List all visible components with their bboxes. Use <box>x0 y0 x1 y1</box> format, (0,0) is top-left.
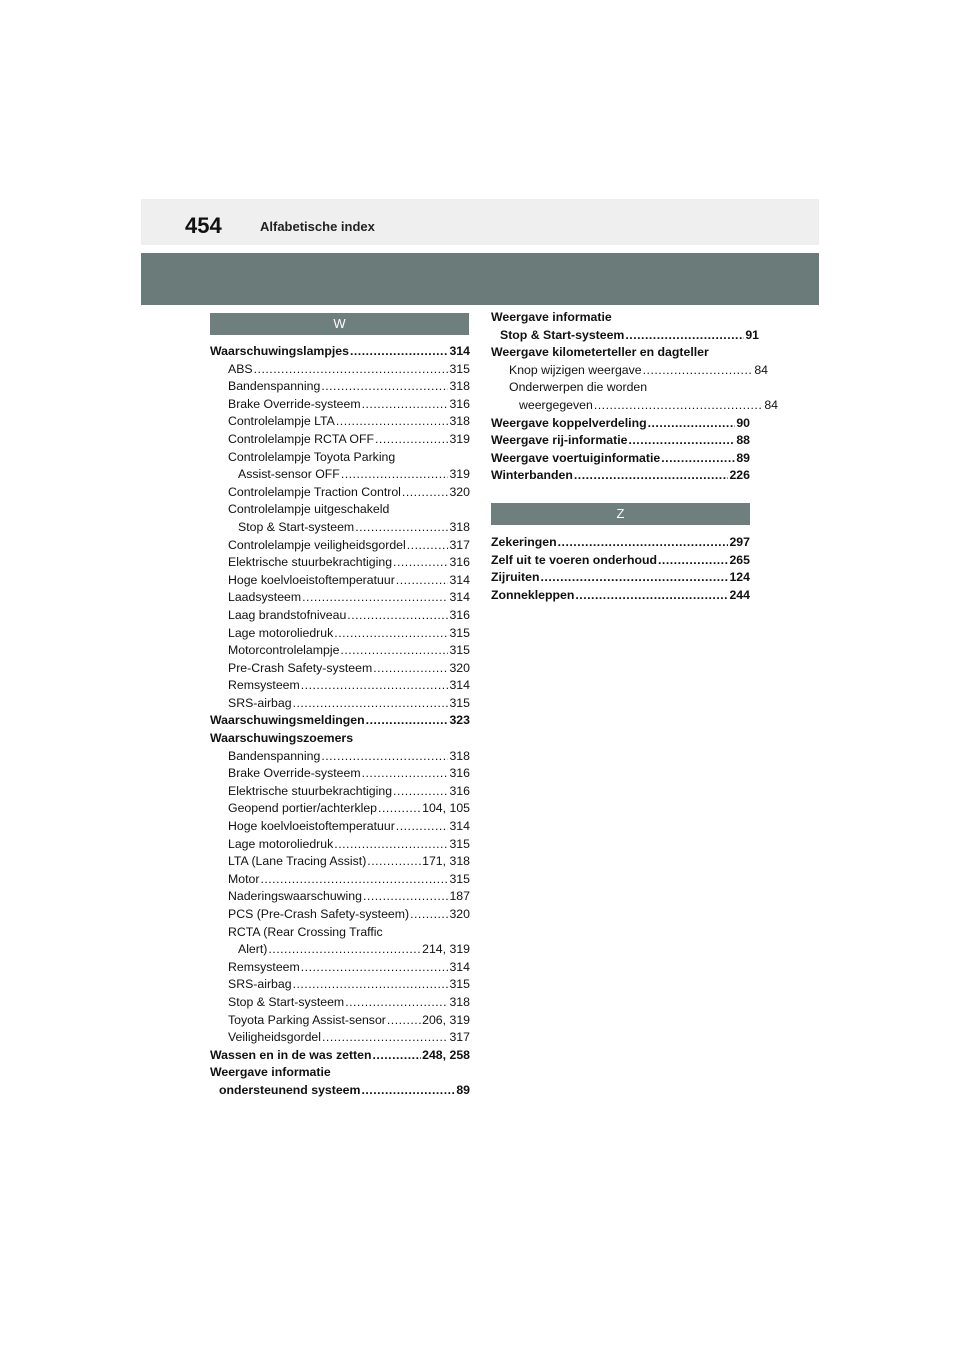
index-subentry: Brake Override-systeem ..... 316 <box>210 396 470 414</box>
index-subentry: Controlelampje Traction Control ..... 320 <box>210 484 470 502</box>
index-subentry: weergegeven ..... 84 <box>491 397 778 415</box>
index-subentry: Elektrische stuurbekrachtiging ..... 316 <box>210 554 470 572</box>
index-entry: Zekeringen ..... 297 <box>491 534 750 552</box>
index-subentry: Alert) ..... 214, 319 <box>210 941 470 959</box>
letter-heading-z: Z <box>491 503 750 525</box>
index-subentry: Laag brandstofniveau ..... 316 <box>210 607 470 625</box>
index-subentry: Bandenspanning ..... 318 <box>210 378 470 396</box>
index-subentry: Hoge koelvloeistoftemperatuur ..... 314 <box>210 818 470 836</box>
index-entry-heading: Weergave kilometerteller en dagteller <box>491 345 709 360</box>
index-subentry: LTA (Lane Tracing Assist) ..... 171, 318 <box>210 853 470 871</box>
index-subentry: Controlelampje RCTA OFF ..... 319 <box>210 431 470 449</box>
index-subentry: Remsysteem ..... 314 <box>210 677 470 695</box>
index-column-left <box>210 313 470 1100</box>
index-entry: Weergave voertuiginformatie ..... 89 <box>491 450 750 468</box>
index-subentry: Pre-Crash Safety-systeem ..... 320 <box>210 660 470 678</box>
index-subentry-line: RCTA (Rear Crossing Traffic <box>228 924 383 939</box>
index-entry: Waarschuwingslampjes ..... 314 <box>210 343 470 361</box>
section-title: Alfabetische index <box>260 219 375 234</box>
index-column-right <box>491 309 778 604</box>
index-subentry: PCS (Pre-Crash Safety-systeem) ..... 320 <box>210 906 470 924</box>
index-subentry-line: Onderwerpen die worden <box>509 380 648 395</box>
page-number: 454 <box>185 213 222 238</box>
index-entry: Weergave koppelverdeling ..... 90 <box>491 415 750 433</box>
index-subentry: Motor ..... 315 <box>210 871 470 889</box>
index-subentry: ABS ..... 315 <box>210 361 470 379</box>
index-entry-heading: Waarschuwingszoemers <box>210 731 354 746</box>
letter-heading-w: W <box>210 313 469 335</box>
index-subentry: Lage motoroliedruk ..... 315 <box>210 625 470 643</box>
index-subentry: Controlelampje veiligheidsgordel ..... 317 <box>210 537 470 555</box>
index-subentry: Geopend portier/achterklep ..... 104, 105 <box>210 800 470 818</box>
index-entry: Weergave rij-informatie ..... 88 <box>491 432 750 450</box>
index-subentry: Knop wijzigen weergave ..... 84 <box>491 362 768 380</box>
index-subentry: Elektrische stuurbekrachtiging ..... 316 <box>210 783 470 801</box>
index-subentry: SRS-airbag ..... 315 <box>210 695 470 713</box>
index-entry-heading: Weergave informatie <box>491 310 612 324</box>
index-entry-heading: Weergave informatie <box>210 1065 331 1080</box>
index-subentry: Naderingswaarschuwing ..... 187 <box>210 888 470 906</box>
index-subentry: Laadsysteem ..... 314 <box>210 589 470 607</box>
index-subentry: Stop & Start-systeem ..... 318 <box>210 994 470 1012</box>
index-entry: ondersteunend systeem ..... 89 <box>210 1082 470 1100</box>
index-entry: Waarschuwingsmeldingen ..... 323 <box>210 712 470 730</box>
header-banner <box>141 253 819 305</box>
index-subentry: Controlelampje LTA ..... 318 <box>210 413 470 431</box>
index-subentry-line: Controlelampje Toyota Parking <box>228 449 396 464</box>
index-subentry: Assist-sensor OFF ..... 319 <box>210 466 470 484</box>
index-subentry: Brake Override-systeem ..... 316 <box>210 765 470 783</box>
index-entry: Stop & Start-systeem ..... 91 <box>491 327 759 345</box>
index-subentry: Hoge koelvloeistoftemperatuur ..... 314 <box>210 572 470 590</box>
index-subentry: Stop & Start-systeem ..... 318 <box>210 519 470 537</box>
index-subentry: Veiligheidsgordel ..... 317 <box>210 1029 470 1047</box>
index-subentry: Bandenspanning ..... 318 <box>210 748 470 766</box>
index-subentry-line: Controlelampje uitgeschakeld <box>228 502 390 517</box>
index-entry: Zijruiten ..... 124 <box>491 569 750 587</box>
index-entry: Zelf uit te voeren onderhoud ..... 265 <box>491 552 750 570</box>
index-entry: Zonnekleppen ..... 244 <box>491 587 750 605</box>
index-subentry: Remsysteem ..... 314 <box>210 959 470 977</box>
index-subentry: Lage motoroliedruk ..... 315 <box>210 836 470 854</box>
index-subentry: Motorcontrolelampje ..... 315 <box>210 642 470 660</box>
index-entry: Winterbanden ..... 226 <box>491 467 750 485</box>
index-subentry: Toyota Parking Assist-sensor ..... 206, 319 <box>210 1012 470 1030</box>
page-header <box>141 199 819 245</box>
index-subentry: SRS-airbag ..... 315 <box>210 976 470 994</box>
index-entry: Wassen en in de was zetten ..... 248, 258 <box>210 1047 470 1065</box>
